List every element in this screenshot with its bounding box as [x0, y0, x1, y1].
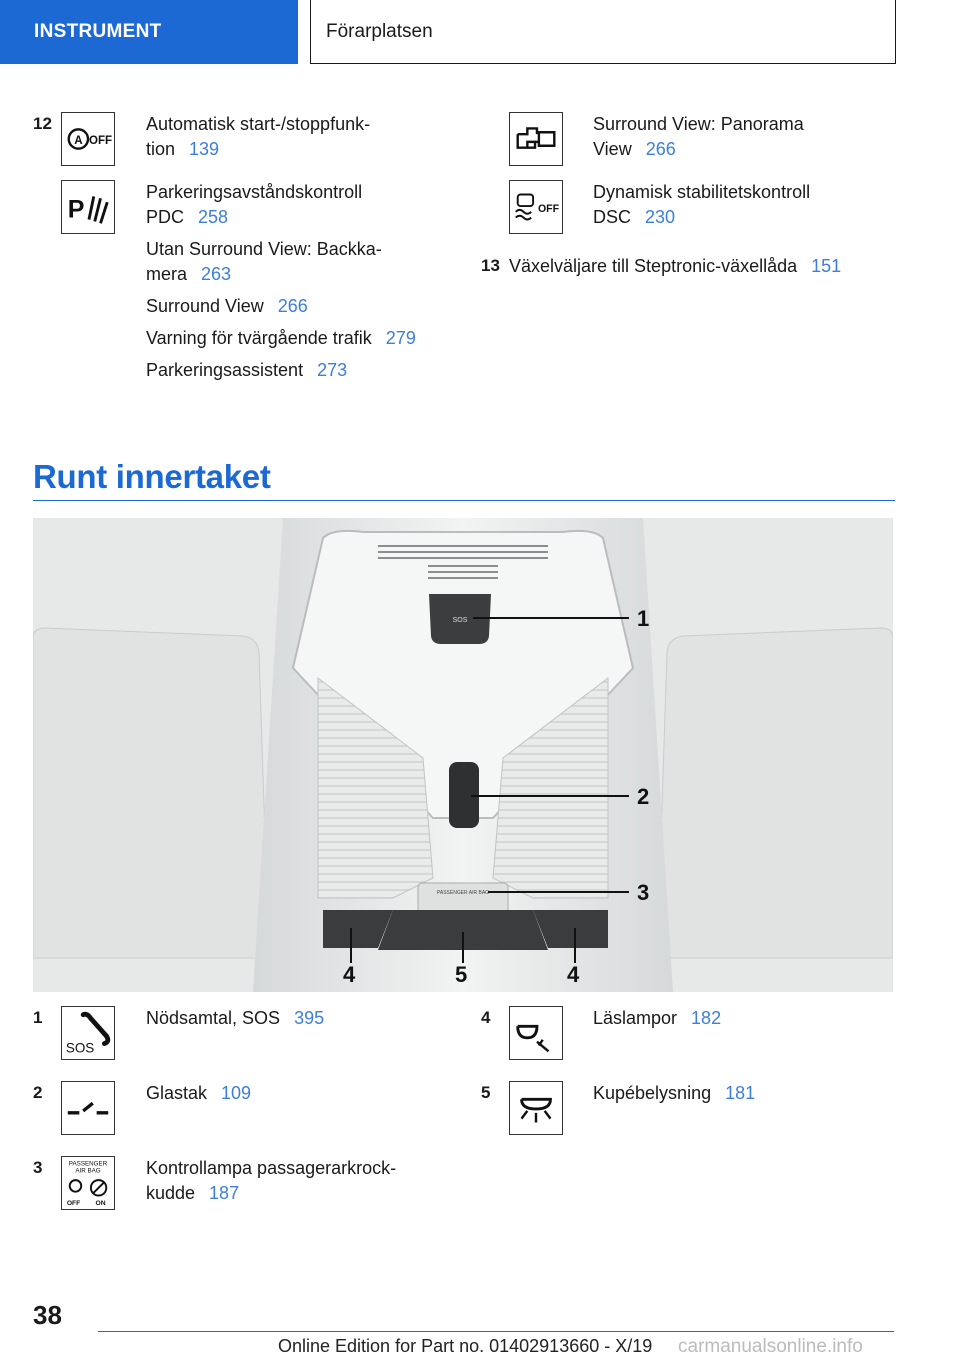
legend-number: 1 — [33, 1008, 43, 1027]
page-ref[interactable]: 266 — [277, 296, 308, 316]
pdc-icon — [61, 180, 115, 234]
callout-5: 5 — [455, 962, 468, 987]
airbag-line1: PASSENGER — [68, 1160, 108, 1168]
dsc-off-icon — [509, 180, 563, 234]
entry-cross-traffic: Varning för tvärgående trafik 279 — [146, 328, 416, 348]
legend-number: 5 — [481, 1083, 491, 1102]
callout-3: 3 — [637, 880, 650, 905]
reading-lamp-icon — [509, 1006, 563, 1060]
page-number: 38 — [33, 1300, 62, 1330]
entry-dsc: Dynamisk stabilitetskontroll DSC 230 — [593, 182, 811, 227]
footer-rule — [98, 1331, 894, 1332]
airbag-on: ON — [95, 1200, 106, 1208]
item-number: 13 — [481, 256, 500, 275]
legend-number: 4 — [481, 1008, 491, 1027]
page-ref[interactable]: 395 — [294, 1008, 325, 1028]
callout-2: 2 — [637, 784, 650, 809]
sos-phone-icon — [61, 1006, 115, 1060]
page-ref[interactable]: 109 — [221, 1083, 252, 1103]
section-heading: Runt innertaket — [33, 458, 271, 495]
legend-number: 2 — [33, 1083, 43, 1102]
entry-surround-view: Surround View 266 — [146, 296, 308, 316]
page-ref[interactable]: 151 — [811, 256, 842, 276]
page-ref[interactable]: 139 — [189, 139, 220, 159]
page-ref[interactable]: 181 — [725, 1083, 756, 1103]
airbag-panel-label: PASSENGER AIR BAG — [436, 890, 490, 896]
page-ref[interactable]: 258 — [198, 207, 229, 227]
auto-start-stop-off-icon — [61, 112, 115, 166]
item-number: 12 — [33, 114, 52, 133]
entry-auto-start-stop: Automatisk start-/stoppfunk- tion 139 — [146, 114, 371, 159]
legend-reading-lamps: Läslampor 182 — [593, 1008, 722, 1028]
entry-backup-camera: Utan Surround View: Backka- mera 263 — [146, 239, 382, 284]
legend-sos: Nödsamtal, SOS 395 — [146, 1008, 325, 1028]
entry-gear-selector: Växelväljare till Steptronic-växellåda 151 — [509, 256, 842, 276]
page-ref[interactable]: 273 — [317, 360, 348, 380]
legend-airbag-lamp: Kontrollampa passagerarkrock- kudde 187 — [146, 1158, 397, 1203]
entry-pdc: Parkeringsavståndskontroll PDC 258 — [146, 182, 363, 227]
watermark: carmanualsonline.info — [678, 1336, 863, 1357]
entry-panorama-view: Surround View: Panorama View 266 — [593, 114, 804, 159]
svg-text:P: P — [67, 195, 85, 224]
svg-text:A: A — [74, 134, 83, 147]
entry-parking-assistant: Parkeringsassistent 273 — [146, 360, 348, 380]
sos-text: SOS — [65, 1040, 95, 1056]
page-ref[interactable]: 263 — [201, 264, 232, 284]
off-label: OFF — [537, 202, 560, 215]
callout-4-left: 4 — [343, 962, 356, 987]
airbag-line2: AIR BAG — [75, 1167, 101, 1175]
page-ref[interactable]: 266 — [645, 139, 676, 159]
callout-1: 1 — [637, 606, 650, 631]
chapter-title: Förarplatsen — [310, 0, 896, 64]
legend-glass-roof: Glastak 109 — [146, 1083, 252, 1103]
edition-line: Online Edition for Part no. 01402913660 - X/19 — [278, 1336, 653, 1356]
airbag-off: OFF — [66, 1200, 81, 1208]
sos-label: SOS — [452, 617, 468, 624]
callout-4-right: 4 — [567, 962, 580, 987]
legend-number: 3 — [33, 1158, 43, 1177]
roof-console-illustration — [33, 518, 893, 992]
section-tab[interactable]: INSTRUMENT — [0, 0, 298, 64]
page-ref[interactable]: 279 — [385, 328, 416, 348]
interior-light-icon — [509, 1081, 563, 1135]
passenger-airbag-icon — [61, 1156, 115, 1210]
page-ref[interactable]: 230 — [645, 207, 676, 227]
glass-roof-icon — [61, 1081, 115, 1135]
page-ref[interactable]: 182 — [691, 1008, 722, 1028]
heading-rule — [33, 500, 895, 501]
page-ref[interactable]: 187 — [209, 1183, 240, 1203]
off-label: OFF — [88, 134, 113, 147]
panorama-view-icon — [509, 112, 563, 166]
roof-console-photo — [33, 518, 893, 992]
legend-interior-light: Kupébelysning 181 — [593, 1083, 756, 1103]
